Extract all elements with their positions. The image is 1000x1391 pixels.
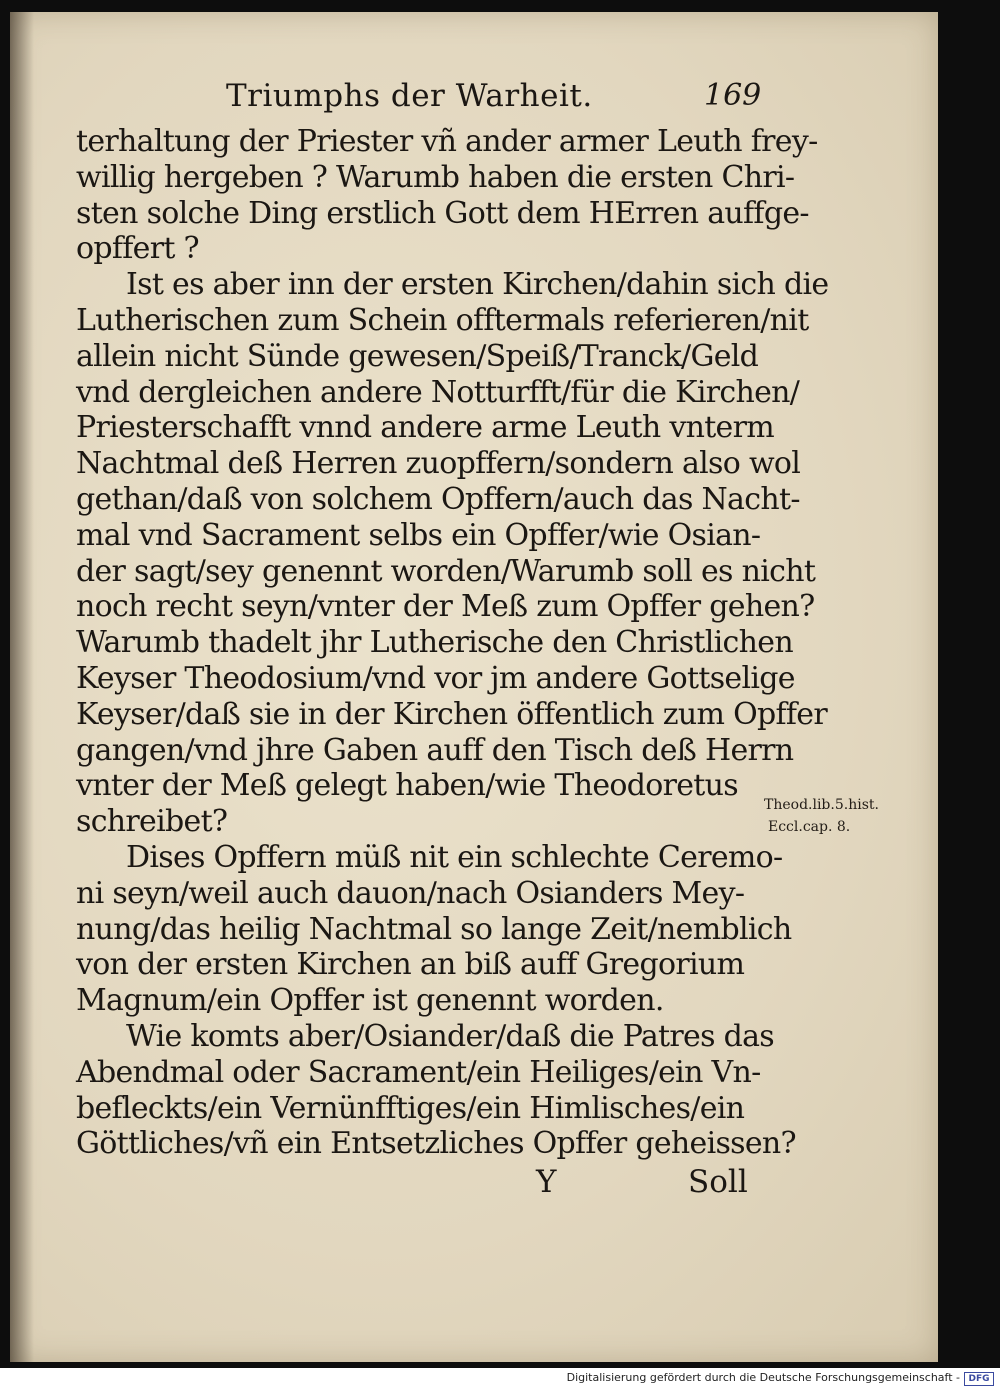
text-line: nung/das heilig Nachtmal so lange Zeit/nemblich	[76, 911, 792, 947]
text-line: opffert ?	[76, 231, 199, 267]
text-line: Ist es aber inn der ersten Kirchen/dahin sich die	[126, 267, 829, 303]
catchword: Soll	[688, 1164, 748, 1201]
catch-row	[76, 1164, 766, 1200]
text-line: befleckts/ein Vernünfftiges/ein Himlisches/ein	[76, 1090, 745, 1126]
text-line: Priesterschafft vnnd andere arme Leuth vnterm	[76, 410, 774, 446]
text-line: Nachtmal deß Herren zuopffern/sondern also wol	[76, 446, 801, 482]
running-title: Triumphs der Warheit.	[226, 78, 593, 114]
text-line: Keyser Theodosium/vnd vor jm andere Gottselige	[76, 660, 795, 696]
text-line: Keyser/daß sie in der Kirchen öffentlich zum Opffer	[76, 696, 827, 732]
text-line: Lutherischen zum Schein offtermals referieren/nit	[76, 302, 809, 338]
funding-credit: Digitalisierung gefördert durch die Deutsche Forschungsgemeinschaft -	[566, 1371, 960, 1384]
page-number: 169	[704, 78, 762, 113]
text-line: Warumb thadelt jhr Lutherische den Christlichen	[76, 625, 793, 661]
text-line: ni seyn/weil auch dauon/nach Osianders Mey-	[76, 875, 745, 911]
running-head	[76, 78, 766, 124]
text-line: noch recht seyn/vnter der Meß zum Opffer gehen?	[76, 589, 815, 625]
text-line: terhaltung der Priester vñ ander armer Leuth frey-	[76, 124, 818, 159]
text-line: sten solche Ding erstlich Gott dem HErren auffge-	[76, 195, 809, 231]
text-line: Abendmal oder Sacrament/ein Heiliges/ein Vn-	[76, 1054, 761, 1090]
text-line: Magnum/ein Opffer ist genennt worden.	[76, 983, 664, 1019]
text-line: allein nicht Sünde gewesen/Speiß/Tranck/Geld	[76, 338, 759, 374]
text-line: vnd dergleichen andere Notturfft/für die Kirchen/	[76, 374, 800, 410]
text-line: Göttliches/vñ ein Entsetzliches Opffer geheissen?	[76, 1126, 796, 1162]
signature-mark: Y	[536, 1164, 557, 1201]
marginal-note-line: Eccl.cap. 8.	[768, 819, 851, 835]
text-line: der sagt/sey genennt worden/Warumb soll es nicht	[76, 553, 816, 589]
text-line: vnter der Meß gelegt haben/wie Theodoretus	[76, 768, 738, 804]
gutter-shadow	[10, 12, 34, 1362]
marginal-note-line: Theod.lib.5.hist.	[764, 797, 879, 813]
dfg-logo: DFG	[964, 1372, 994, 1386]
text-line: von der ersten Kirchen an biß auff Gregorium	[76, 947, 745, 983]
text-line: gangen/vnd jhre Gaben auff den Tisch deß Herrn	[76, 732, 794, 768]
text-line: Dises Opffern müß nit ein schlechte Ceremo-	[126, 839, 783, 875]
marginal-note	[764, 794, 879, 838]
text-line: gethan/daß von solchem Opffern/auch das Nacht-	[76, 481, 800, 517]
text-line: schreibet?	[76, 804, 228, 840]
text-line: willig hergeben ? Warumb haben die ersten Chri-	[76, 159, 795, 195]
digitization-footer	[0, 1368, 1000, 1391]
text-line: mal vnd Sacrament selbs ein Opffer/wie Osian-	[76, 517, 761, 553]
text-line: Wie komts aber/Osiander/daß die Patres das	[126, 1018, 775, 1054]
